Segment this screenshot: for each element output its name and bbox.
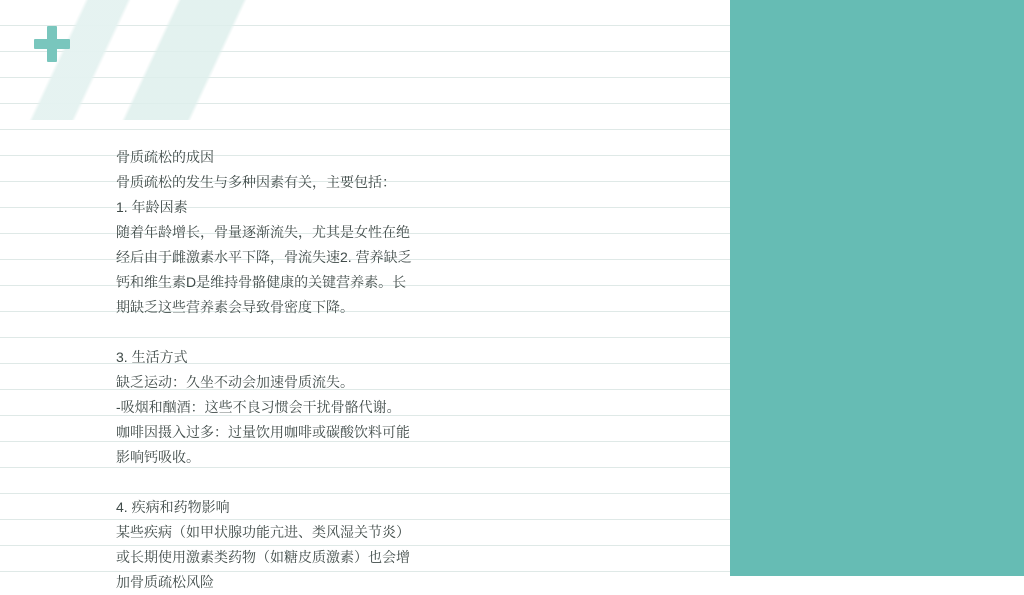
text-line-spacer (116, 470, 536, 495)
text-line: 骨质疏松的成因 (116, 149, 214, 165)
text-line: -吸烟和酗酒：这些不良习惯会干扰骨骼代谢。 (116, 399, 401, 415)
text-line: 某些疾病（如甲状腺功能亢进、类风湿关节炎） (116, 524, 410, 540)
right-teal-panel (730, 0, 1024, 576)
plus-icon-vertical-bar (47, 26, 57, 62)
text-line: 加骨质疏松风险 (116, 574, 214, 590)
text-line: 骨质疏松的发生与多种因素有关，主要包括： (116, 174, 396, 190)
text-line: 1. 年龄因素 (116, 199, 188, 215)
text-line: 4. 疾病和药物影响 (116, 499, 230, 515)
text-line: 或长期使用激素类药物（如糖皮质激素）也会增 (116, 549, 410, 565)
text-line: 影响钙吸收。 (116, 449, 200, 465)
text-line: 咖啡因摄入过多：过量饮用咖啡或碳酸饮料可能 (116, 424, 410, 440)
text-line: 随着年龄增长，骨量逐渐流失，尤其是女性在绝 (116, 224, 410, 240)
text-line: 钙和维生素D是维持骨骼健康的关键营养素。长 (116, 274, 407, 290)
text-line-spacer (116, 320, 536, 345)
slide-body-text (116, 145, 536, 595)
text-line: 缺乏运动：久坐不动会加速骨质流失。 (116, 374, 354, 390)
text-line: 3. 生活方式 (116, 349, 188, 365)
plus-icon (34, 26, 70, 62)
text-line: 期缺乏这些营养素会导致骨密度下降。 (116, 299, 354, 315)
text-line: 经后由于雌激素水平下降，骨流失速2. 营养缺乏 (116, 249, 412, 265)
